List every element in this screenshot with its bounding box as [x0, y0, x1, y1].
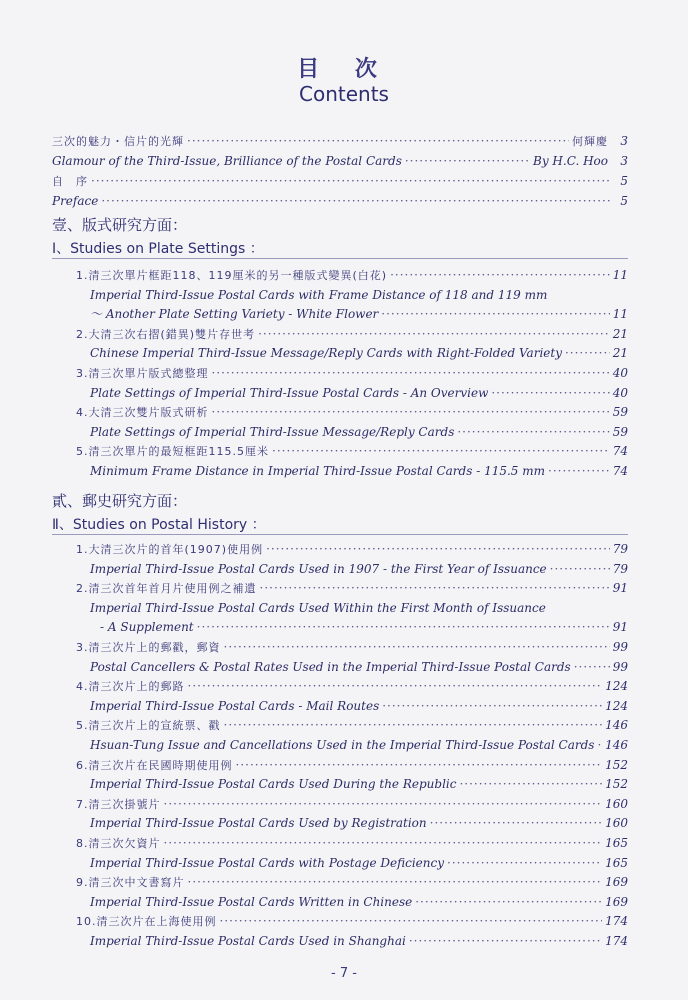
toc-entry[interactable] [90, 933, 628, 949]
page-ref: 5 [620, 174, 628, 188]
toc-entry[interactable] [52, 193, 628, 209]
entry-title: Imperial Third-Issue Postal Cards with Postage Deficiency [90, 855, 444, 870]
dot-leader [457, 424, 609, 440]
entry-title: 自 序 [52, 175, 88, 188]
dot-leader [409, 933, 602, 949]
page-ref: 99 [612, 640, 628, 654]
page-ref: 74 [612, 464, 628, 478]
page-ref: 40 [612, 366, 628, 380]
entry-title: Imperial Third-Issue Postal Cards Used by Registration [90, 816, 427, 831]
dot-leader [224, 639, 610, 655]
page-ref: 74 [612, 444, 628, 459]
section-heading-chinese: 貳、郵史研究方面： [52, 492, 188, 510]
page-ref: 169 [605, 894, 628, 909]
entry-title: Minimum Frame Distance in Imperial Third-Issue Postal Cards - 115.5 mm [90, 464, 545, 478]
page-ref: 146 [605, 738, 628, 752]
toc-entry[interactable] [90, 424, 628, 440]
dot-leader [565, 345, 610, 361]
page-ref: 40 [612, 385, 628, 400]
entry-author: 何輝慶 [572, 135, 608, 148]
dot-leader [188, 678, 603, 694]
toc-entry[interactable] [76, 757, 628, 774]
toc-entry[interactable] [90, 385, 628, 401]
dot-leader [260, 580, 610, 596]
toc-entry[interactable] [76, 541, 628, 558]
entry-title: 8.清三次欠資片 [76, 837, 161, 850]
page-ref: 91 [612, 620, 628, 635]
toc-entry[interactable] [90, 737, 628, 753]
dot-leader [548, 463, 610, 479]
entry-title: Imperial Third-Issue Postal Cards Written in Chinese [90, 894, 413, 909]
dot-leader [272, 443, 610, 459]
dot-leader [491, 385, 609, 401]
dot-leader [459, 776, 602, 792]
entry-title: Imperial Third-Issue Postal Cards Used in 1907 - the First Year of Issuance [90, 561, 547, 576]
page-ref: 91 [612, 581, 628, 596]
entry-title: 2.清三次首年首月片使用例之補遺 [76, 582, 257, 596]
entry-author: By H.C. Hoo [533, 154, 608, 168]
page-ref: 124 [605, 679, 628, 694]
entry-title: Imperial Third-Issue Postal Cards - Mail Routes [90, 698, 380, 713]
entry-title: Postal Cancellers & Postal Rates Used in the Imperial Third-Issue Postal Cards [90, 659, 571, 674]
entry-title: Imperial Third-Issue Postal Cards Used Within the First Month of Issuance [90, 600, 546, 615]
page-title-chinese: 目 次 [297, 57, 391, 82]
entry-title: Glamour of the Third-Issue, Brilliance of the Postal Cards [52, 154, 402, 168]
toc-entry[interactable] [52, 153, 628, 169]
entry-title: 6.清三次片在民國時期使用例 [76, 758, 233, 772]
page-ref: 124 [605, 698, 628, 713]
toc-entry[interactable] [90, 287, 628, 303]
dot-leader [266, 541, 610, 557]
page-ref: 160 [605, 816, 628, 831]
page-ref: 5 [620, 194, 628, 208]
entry-title: 5.清三次單片的最短框距115.5厘米 [76, 445, 269, 459]
page-ref: 165 [605, 836, 628, 850]
entry-title: 3.清三次片上的郵戳，郵資 [76, 641, 221, 654]
entry-title: ～ Another Plate Setting Variety - White Flower [90, 307, 379, 322]
entry-title: 2.大清三次右摺(錯異)雙片存世考 [76, 327, 256, 341]
entry-title: Imperial Third-Issue Postal Cards Used During the Republic [90, 777, 457, 792]
entry-title: 1.清三次單片框距118、119厘米的另一種版式變異(白花) [76, 269, 388, 282]
entry-title: 7.清三次掛號片 [76, 797, 161, 811]
toc-entry[interactable] [76, 717, 628, 734]
dot-leader [188, 874, 603, 890]
page-ref: 152 [605, 777, 628, 792]
entry-title: Chinese Imperial Third-Issue Message/Reply Cards with Right-Folded Variety [90, 346, 562, 361]
toc-entry[interactable] [90, 306, 628, 322]
dot-leader [187, 133, 569, 149]
toc-entry[interactable] [52, 173, 628, 190]
page-ref: 99 [612, 659, 628, 674]
dot-leader [430, 815, 602, 831]
dot-leader [574, 659, 610, 675]
toc-entry[interactable] [90, 698, 628, 714]
page-ref: 152 [605, 757, 628, 772]
toc-entry[interactable] [76, 326, 628, 343]
page-ref: 3 [620, 154, 628, 168]
dot-leader [390, 267, 610, 283]
toc-entry[interactable] [90, 776, 628, 792]
toc-entry[interactable] [76, 874, 628, 891]
section-heading-english: Ⅱ、Studies on Postal History ： [52, 517, 266, 533]
toc-entry[interactable] [90, 600, 628, 616]
toc-entry[interactable] [90, 815, 628, 831]
toc-entry[interactable] [76, 796, 628, 813]
toc-entry[interactable] [76, 835, 628, 852]
page-ref: 21 [612, 346, 628, 361]
entry-title: 9.清三次中文書寫片 [76, 876, 185, 890]
toc-entry[interactable] [76, 267, 628, 284]
page-ref: 59 [612, 405, 628, 420]
entry-title: Plate Settings of Imperial Third-Issue Postal Cards - An Overview [90, 385, 489, 400]
dot-leader [236, 757, 603, 773]
entry-title: 4.大清三次雙片版式研析 [76, 406, 209, 420]
section-heading-chinese: 壹、版式研究方面： [52, 216, 188, 234]
toc-entry[interactable] [76, 913, 628, 930]
dot-leader [224, 717, 603, 733]
dot-leader [382, 698, 602, 714]
toc-entry[interactable] [76, 678, 628, 695]
dot-leader [197, 619, 610, 635]
page-ref: 11 [612, 307, 628, 322]
dot-leader [381, 306, 609, 322]
toc-entry[interactable] [90, 894, 628, 910]
dot-leader [447, 855, 602, 871]
section-divider [52, 258, 628, 259]
toc-entry[interactable] [76, 365, 628, 382]
page-ref: 79 [612, 542, 628, 556]
toc-entry[interactable] [90, 855, 628, 871]
dot-leader [597, 737, 602, 753]
entry-title: - A Supplement [100, 620, 194, 635]
toc-entry[interactable] [76, 580, 628, 597]
dot-leader [101, 193, 611, 209]
page-ref: 21 [612, 326, 628, 341]
page-ref: 59 [612, 424, 628, 439]
page-number: - 7 - [331, 966, 357, 981]
entry-title: Imperial Third-Issue Postal Cards with Frame Distance of 118 and 119 mm [90, 287, 548, 302]
page-ref: 174 [605, 934, 628, 948]
toc-entry[interactable] [76, 404, 628, 421]
dot-leader [550, 561, 610, 577]
page-ref: 146 [605, 718, 628, 733]
toc-entry[interactable] [76, 639, 628, 656]
page-ref: 3 [620, 134, 628, 148]
dot-leader [220, 913, 603, 929]
entry-title: Imperial Third-Issue Postal Cards Used in Shanghai [90, 934, 406, 948]
dot-leader [91, 173, 611, 189]
page-ref: 174 [605, 914, 628, 929]
dot-leader [164, 796, 603, 812]
page-ref: 169 [605, 875, 628, 890]
entry-title: 3.清三次單片版式總整理 [76, 367, 209, 380]
toc-entry[interactable] [76, 443, 628, 460]
entry-title: 10.清三次片在上海使用例 [76, 915, 217, 929]
toc-entry[interactable] [90, 659, 628, 675]
dot-leader [405, 153, 530, 169]
page-title-english: Contents [299, 82, 389, 106]
dot-leader [415, 894, 602, 910]
entry-title: 4.清三次片上的郵路 [76, 680, 185, 694]
toc-entry[interactable] [90, 561, 628, 577]
toc-entry[interactable] [52, 133, 628, 150]
page-ref: 11 [612, 268, 628, 282]
page-ref: 165 [605, 855, 628, 870]
entry-title: Plate Settings of Imperial Third-Issue Message/Reply Cards [90, 424, 455, 439]
entry-title: 三次的魅力・信片的光輝 [52, 135, 184, 148]
section-heading-english: Ⅰ、Studies on Plate Settings ： [52, 241, 264, 257]
dot-leader [164, 835, 603, 851]
entry-title: 5.清三次片上的宣統票、戳 [76, 719, 221, 733]
dot-leader [258, 326, 610, 342]
page-ref: 160 [605, 796, 628, 811]
toc-entry[interactable] [100, 619, 628, 635]
entry-title: 1.大清三次片的首年(1907)使用例 [76, 543, 264, 556]
section-divider [52, 534, 628, 535]
entry-title: Preface [52, 194, 99, 208]
page-ref: 79 [612, 561, 628, 576]
toc-entry[interactable] [90, 463, 628, 479]
dot-leader [212, 365, 610, 381]
toc-entry[interactable] [90, 345, 628, 361]
dot-leader [212, 404, 610, 420]
entry-title: Hsuan-Tung Issue and Cancellations Used in the Imperial Third-Issue Postal Cards [90, 738, 595, 752]
